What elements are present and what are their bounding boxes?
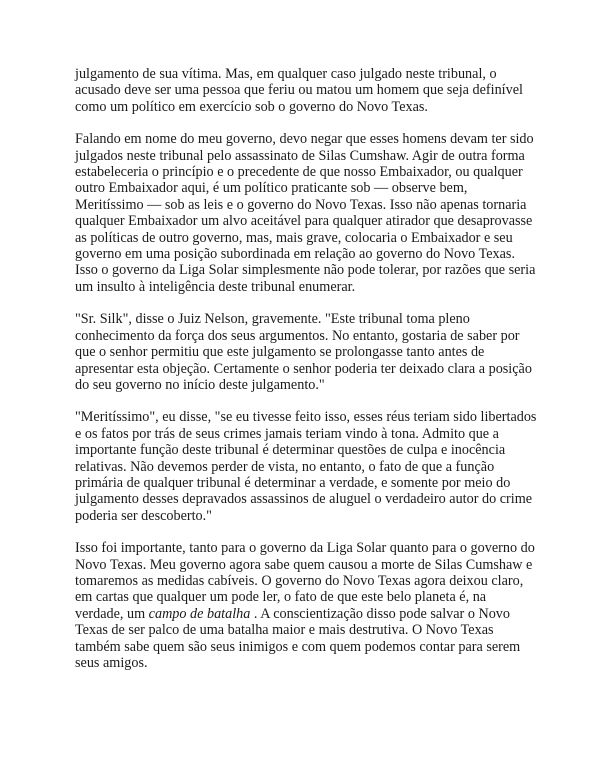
document-page [75, 66, 537, 687]
paragraph-2: Falando em nome do meu governo, devo negar que esses homens devam ter sido julgados neste tribunal pelo assassinato de Silas Cumshaw. Agir de outra forma estabeleceria o princípio e o precedente de que nosso Embaixador, ou qualquer outro Embaixador aqui, é um político praticante sob — observe bem, Meritíssimo — sob as leis e o governo do Novo Texas. Isso não apenas tornaria qualquer Embaixador um alvo aceitável para qualquer atirador que desaprovasse as políticas de outro governo, mas, mais grave, colocaria o Embaixador e seu governo em uma posição subordinada em relação ao governo do Novo Texas. Isso o governo da Liga Solar simplesmente não pode tolerar, por razões que seria um insulto à inteligência deste tribunal enumerar. [75, 131, 536, 295]
paragraph-5 [75, 540, 537, 671]
paragraph-5-text-end: . A conscientização disso pode salvar o Novo Texas de ser palco de uma batalha maior e mais destrutiva. O Novo Texas também sabe quem são seus inimigos e com quem podemos contar para serem seus amigos. [75, 605, 521, 671]
emphasis-text: campo de batalha [148, 605, 251, 622]
paragraph-4: "Meritíssimo", eu disse, "se eu tivesse feito isso, esses réus teriam sido libertados e os fatos por trás de seus crimes jamais teriam vindo à tona. Admito que a importante função deste tribunal é determinar questões de culpa e inocência relativas. Não devemos perder de vista, no entanto, o fato de que a função primária de qualquer tribunal é determinar a verdade, e somente por meio do julgamento desses depravados assassinos de aluguel o verdadeiro autor do crime poderia ser descoberto." [75, 409, 537, 524]
paragraph-3: "Sr. Silk", disse o Juiz Nelson, gravemente. "Este tribunal toma pleno conhecimento da força dos seus argumentos. No entanto, gostaria de saber por que o senhor permitiu que este julgamento se prolongasse tanto antes de apresentar esta objeção. Certamente o senhor poderia ter deixado clara a posição do seu governo no início deste julgamento." [75, 311, 532, 393]
paragraph-5-text-start: Isso foi importante, tanto para o governo da Liga Solar quanto para o governo do Novo Texas. Meu governo agora sabe quem causou a morte de Silas Cumshaw e tomaremos as medidas cabíveis. O governo do Novo Texas agora deixou claro, em cartas que qualquer um pode ler, o fato de que este belo planeta é, na verdade, um [75, 540, 535, 622]
paragraph-1: julgamento de sua vítima. Mas, em qualquer caso julgado neste tribunal, o acusado deve ser uma pessoa que feriu ou matou um homem que seja definível como um político em exercício sob o governo do Novo Texas. [75, 66, 523, 115]
